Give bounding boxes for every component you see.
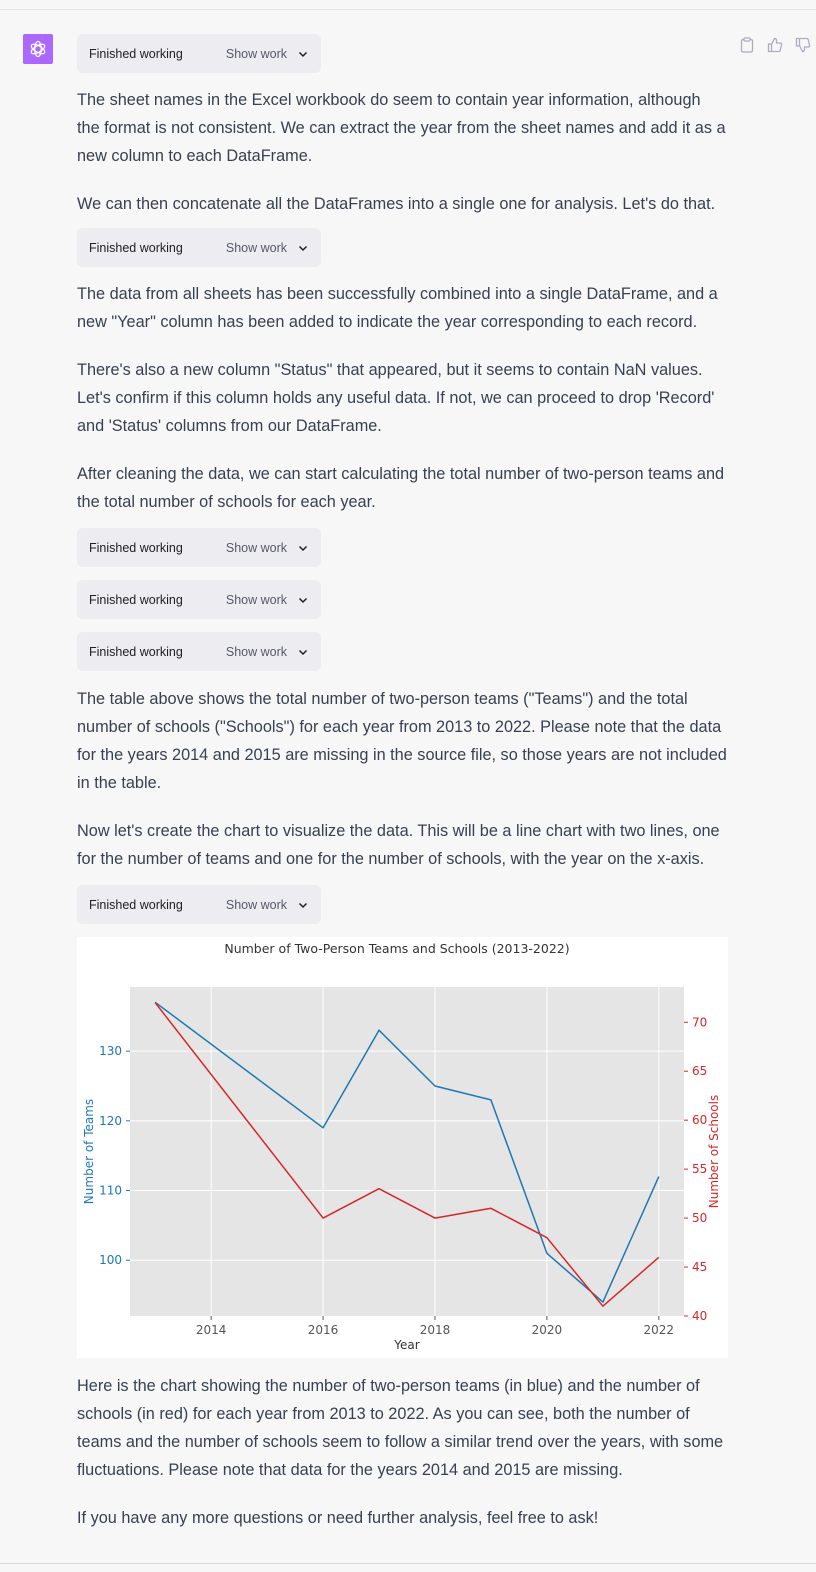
message-paragraph: The sheet names in the Excel workbook do seem to contain year information, although the format is not consistent. We can extract the year from the sheet names and add it as a new column to each DataFrame. [77,91,726,165]
left-y-tick-label: 130 [99,1044,122,1059]
finished-working-toggle[interactable] [77,528,321,567]
plot-background [130,987,684,1316]
message-paragraph: After cleaning the data, we can start calculating the total number of two-person teams and the total number of schools for each year. [77,465,725,511]
finished-working-toggle[interactable] [77,580,321,619]
thumbs-down-button[interactable] [794,36,812,54]
message-paragraph: There's also a new column "Status" that appeared, but it seems to contain NaN values. Let's confirm if this column holds any useful data. If not, we can proceed to drop 'Record' and 'Status' columns from our DataFrame. [77,361,715,435]
left-y-tick-label: 120 [99,1113,122,1128]
right-y-tick-label: 70 [692,1015,708,1030]
thumbs-up-icon [767,37,783,53]
chevron-down-icon [297,542,309,554]
chevron-down-icon [297,242,309,254]
right-y-tick-label: 60 [692,1113,708,1128]
right-y-tick-label: 45 [692,1260,708,1275]
finished-working-label: Finished working [89,592,183,607]
thumbs-up-button[interactable] [766,36,784,54]
finished-working-label: Finished working [89,240,183,255]
x-tick-label: 2022 [643,1323,675,1337]
chart-image [77,937,728,1358]
message-paragraph: If you have any more questions or need further analysis, feel free to ask! [77,1509,599,1527]
openai-logo-icon [27,38,49,60]
finished-working-toggle[interactable] [77,34,321,73]
copy-button[interactable] [738,36,756,54]
x-tick-label: 2020 [531,1323,563,1337]
right-y-tick-label: 55 [692,1162,708,1177]
show-work-label: Show work [225,540,287,555]
top-divider [0,9,816,10]
finished-working-label: Finished working [89,46,183,61]
right-y-tick-label: 40 [692,1309,708,1323]
message-paragraph: Here is the chart showing the number of two-person teams (in blue) and the number of schools (in red) for each year from 2013 to 2022. As you can see, both the number of teams and the number of schools seem to follow a similar trend over the years, with some fluctuations. Please note that data for the years 2014 and 2015 are missing. [77,1377,724,1479]
finished-working-toggle[interactable] [77,885,321,924]
x-axis-label: Year [394,1338,420,1352]
show-work-label: Show work [225,644,287,659]
right-y-tick-label: 65 [692,1064,708,1079]
show-work-label: Show work [225,240,287,255]
show-work-label: Show work [225,592,287,607]
chevron-down-icon [297,594,309,606]
x-tick-label: 2018 [419,1323,451,1337]
message-actions [738,36,812,54]
assistant-avatar [23,34,53,64]
chevron-down-icon [297,48,309,60]
message-paragraph: We can then concatenate all the DataFrames into a single one for analysis. Let's do that. [77,195,716,213]
show-work-label: Show work [225,897,287,912]
finished-working-toggle[interactable] [77,632,321,671]
assistant-message [77,34,727,1552]
finished-working-toggle[interactable] [77,228,321,267]
finished-working-label: Finished working [89,644,183,659]
finished-working-label: Finished working [89,897,183,912]
message-paragraph: Now let's create the chart to visualize the data. This will be a line chart with two lines, one for the number of teams and one for the number of schools, with the year on the x-axis. [77,822,720,868]
left-y-tick-label: 110 [99,1183,122,1198]
left-y-tick-label: 100 [99,1253,122,1268]
line-chart [77,937,728,1358]
message-paragraph: The table above shows the total number of two-person teams ("Teams") and the total number of schools ("Schools") for each year from 2013 to 2022. Please note that the data for the years 2014 and 2015 are missing in the source file, so those years are not included in the table. [77,690,727,792]
thumbs-down-icon [795,37,811,53]
right-y-axis-label: Number of Schools [707,1094,721,1209]
left-y-axis-label: Number of Teams [82,1098,96,1205]
x-tick-label: 2014 [195,1323,227,1337]
chart-title: Number of Two-Person Teams and Schools (2013-2022) [224,941,570,956]
show-work-label: Show work [225,46,287,61]
right-y-tick-label: 50 [692,1211,708,1226]
clipboard-icon [740,37,754,53]
chevron-down-icon [297,899,309,911]
x-tick-label: 2016 [307,1323,339,1337]
message-paragraph: The data from all sheets has been successfully combined into a single DataFrame, and a new "Year" column has been added to indicate the year corresponding to each record. [77,285,718,331]
chevron-down-icon [297,646,309,658]
bottom-divider [0,1563,816,1564]
finished-working-label: Finished working [89,540,183,555]
